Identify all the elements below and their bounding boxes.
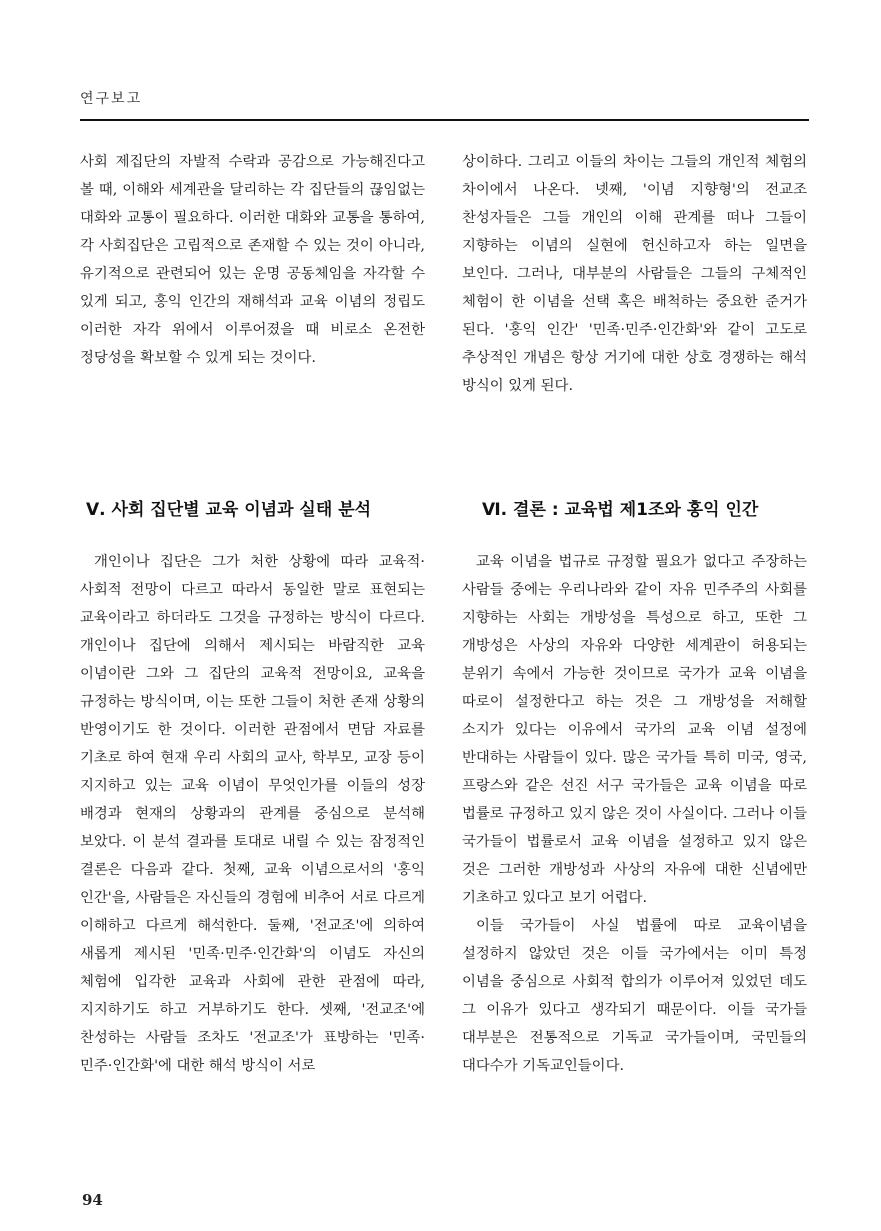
left-column-top (80, 148, 425, 372)
right-column-top (462, 148, 807, 400)
right-top-paragraph: 상이하다. 그리고 이들의 차이는 그들의 개인적 체험의 차이에서 나온다. 넷째, '이념 지향형'의 전교조 찬성자들은 그들 개인의 이해 관계를 떠나 그들이 지향하는 이념의 실현에 헌신하고자 하는 일면을 보인다. 그러나, 대부분의 사람들은 그들의 구체적인 체험이 한 이념을 선택 혹은 배척하는 중요한 준거가 된다. '홍익 인간' '민족·민주·인간화'와 같이 고도로 추상적인 개념은 항상 거기에 대한 상호 경쟁하는 해석 방식이 있게 된다. (462, 154, 807, 394)
page-number: 94 (82, 1191, 103, 1209)
left-top-paragraph: 사회 제집단의 자발적 수락과 공감으로 가능해진다고 볼 때, 이해와 세계관을 달리하는 각 집단들의 끊임없는 대화와 교통이 필요하다. 이러한 대화와 교통을 통하여, 각 사회집단은 고립적으로 존재할 수 있는 것이 아니라, 유기적으로 관련되어 있는 운명 공동체임을 자각할 수 있게 되고, 홍익 인간의 재해석과 교육 이념의 정립도 이러한 자각 위에서 이루어졌을 때 비로소 온전한 정당성을 확보할 수 있게 되는 것이다. (80, 154, 425, 366)
left-body-paragraph: 개인이나 집단은 그가 처한 상황에 따라 교육적·사회적 전망이 다르고 따라서 동일한 말로 표현되는 교육이라고 하더라도 그것을 규정하는 방식이 다르다. 개인이나 집단에 의해서 제시되는 바람직한 교육 이념이란 그와 그 집단의 교육적 전망이요, 교육을 규정하는 방식이며, 이는 또한 그들이 처한 존재 상황의 반영이기도 한 것이다. 이러한 관점에서 면담 자료를 기초로 하여 현재 우리 사회의 교사, 학부모, 교장 등이 지지하고 있는 교육 이념이 무엇인가를 이들의 성장 배경과 현재의 상황과의 관계를 중심으로 분석해 보았다. 이 분석 결과를 토대로 내릴 수 있는 잠정적인 결론은 다음과 같다. 첫째, 교육 이념으로서의 '홍익 인간'을, 사람들은 자신들의 경험에 비추어 서로 다르게 이해하고 다르게 해석한다. 둘째, '전교조'에 의하여 새롭게 제시된 '민족·민주·인간화'의 이념도 자신의 체험에 입각한 교육과 사회에 관한 관점에 따라, 지지하기도 하고 거부하기도 한다. 셋째, '전교조'에 찬성하는 사람들 조차도 '전교조'가 표방하는 '민족·민주·인간화'에 대한 해석 방식이 서로 (80, 554, 425, 1074)
left-column-body (80, 548, 425, 1080)
header-rule (80, 119, 809, 121)
section-heading-v: Ⅴ. 사회 집단별 교육 이념과 실태 분석 (86, 500, 372, 520)
running-header: 연구보고 (80, 91, 143, 107)
right-column-body (462, 548, 807, 1080)
section-heading-vi: Ⅵ. 결론 : 교육법 제1조와 홍익 인간 (482, 500, 759, 520)
right-body-paragraph-1: 교육 이념을 법규로 규정할 필요가 없다고 주장하는 사람들 중에는 우리나라와 같이 자유 민주주의 사회를 지향하는 사회는 개방성을 특성으로 하고, 또한 그 개방성은 사상의 자유와 다양한 세계관이 허용되는 분위기 속에서 가능한 것이므로 국가가 교육 이념을 따로이 설정한다고 하는 것은 그 개방성을 저해할 소지가 있다는 이유에서 국가의 교육 이념 설정에 반대하는 사람들이 있다. 많은 국가들 특히 미국, 영국, 프랑스와 같은 선진 서구 국가들은 교육 이념을 따로 법률로 규정하고 있지 않은 것이 사실이다. 그러나 이들 국가들이 법률로서 교육 이념을 설정하고 있지 않은 것은 그러한 개방성과 사상의 자유에 대한 신념에만 기초하고 있다고 보기 어렵다. (462, 554, 807, 906)
right-body-paragraph-2: 이들 국가들이 사실 법률에 따로 교육이념을 설정하지 않았던 것은 이들 국가에서는 이미 특정 이념을 중심으로 사회적 합의가 이루어져 있었던 데도 그 이유가 있다고 생각되기 때문이다. 이들 국가들 대부분은 전통적으로 기독교 국가들이며, 국민들의 대다수가 기독교인들이다. (462, 918, 807, 1074)
